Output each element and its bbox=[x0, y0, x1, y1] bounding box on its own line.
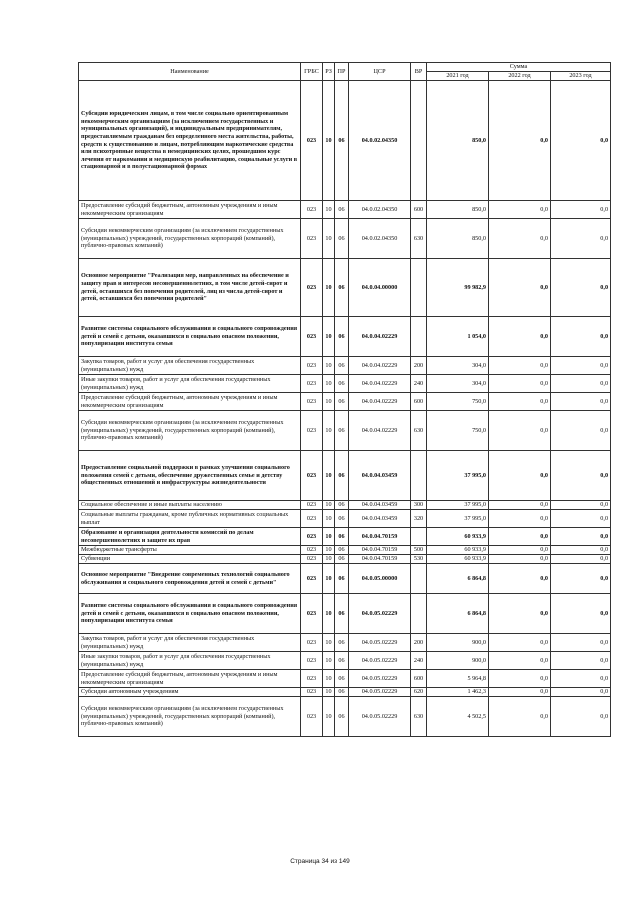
row-vr-cell bbox=[411, 81, 427, 201]
row-rz-cell: 10 bbox=[323, 375, 335, 393]
row-2023-cell: 0,0 bbox=[551, 594, 611, 634]
row-2022-cell: 0,0 bbox=[489, 81, 551, 201]
row-2022-cell: 0,0 bbox=[489, 634, 551, 652]
row-2023-cell: 0,0 bbox=[551, 259, 611, 317]
row-grbs-cell: 023 bbox=[301, 652, 323, 670]
row-rz-cell: 10 bbox=[323, 81, 335, 201]
row-2022-cell: 0,0 bbox=[489, 451, 551, 501]
row-pr-cell: 06 bbox=[335, 317, 349, 357]
row-rz-cell: 10 bbox=[323, 594, 335, 634]
row-csr-cell: 04.0.04.03459 bbox=[349, 510, 411, 528]
row-2023-cell: 0,0 bbox=[551, 564, 611, 594]
header-rz: РЗ bbox=[323, 63, 335, 81]
row-2022-cell: 0,0 bbox=[489, 357, 551, 375]
row-grbs-cell: 023 bbox=[301, 546, 323, 555]
row-vr-cell: 200 bbox=[411, 357, 427, 375]
row-name-cell: Межбюджетные трансферты bbox=[79, 546, 301, 555]
row-vr-cell: 630 bbox=[411, 219, 427, 259]
header-year-2023: 2023 год bbox=[551, 72, 611, 81]
row-2023-cell: 0,0 bbox=[551, 546, 611, 555]
row-2022-cell: 0,0 bbox=[489, 528, 551, 546]
row-vr-cell bbox=[411, 317, 427, 357]
row-vr-cell: 240 bbox=[411, 652, 427, 670]
row-pr-cell: 06 bbox=[335, 357, 349, 375]
row-pr-cell: 06 bbox=[335, 201, 349, 219]
row-2023-cell: 0,0 bbox=[551, 501, 611, 510]
row-pr-cell: 06 bbox=[335, 594, 349, 634]
table-row bbox=[79, 697, 611, 737]
row-2021-cell: 5 964,8 bbox=[427, 670, 489, 688]
row-rz-cell: 10 bbox=[323, 259, 335, 317]
row-grbs-cell: 023 bbox=[301, 411, 323, 451]
row-grbs-cell: 023 bbox=[301, 501, 323, 510]
row-csr-cell: 04.0.04.70159 bbox=[349, 528, 411, 546]
row-2022-cell: 0,0 bbox=[489, 393, 551, 411]
row-rz-cell: 10 bbox=[323, 411, 335, 451]
row-grbs-cell: 023 bbox=[301, 528, 323, 546]
row-csr-cell: 04.0.04.02229 bbox=[349, 357, 411, 375]
row-2021-cell: 1 054,0 bbox=[427, 317, 489, 357]
table-row bbox=[79, 393, 611, 411]
row-2021-cell: 304,0 bbox=[427, 357, 489, 375]
row-2022-cell: 0,0 bbox=[489, 594, 551, 634]
row-grbs-cell: 023 bbox=[301, 451, 323, 501]
row-grbs-cell: 023 bbox=[301, 219, 323, 259]
row-2022-cell: 0,0 bbox=[489, 219, 551, 259]
row-pr-cell: 06 bbox=[335, 510, 349, 528]
row-csr-cell: 04.0.05.02229 bbox=[349, 634, 411, 652]
row-2021-cell: 900,0 bbox=[427, 634, 489, 652]
row-2023-cell: 0,0 bbox=[551, 81, 611, 201]
row-2022-cell: 0,0 bbox=[489, 564, 551, 594]
row-rz-cell: 10 bbox=[323, 528, 335, 546]
table-row bbox=[79, 652, 611, 670]
row-2023-cell: 0,0 bbox=[551, 451, 611, 501]
table-row bbox=[79, 259, 611, 317]
row-name-cell: Закупка товаров, работ и услуг для обеспечения государственных (муниципальных) нужд bbox=[79, 357, 301, 375]
row-csr-cell: 04.0.04.02229 bbox=[349, 375, 411, 393]
row-pr-cell: 06 bbox=[335, 555, 349, 564]
row-grbs-cell: 023 bbox=[301, 594, 323, 634]
row-2022-cell: 0,0 bbox=[489, 688, 551, 697]
row-2023-cell: 0,0 bbox=[551, 393, 611, 411]
row-2021-cell: 304,0 bbox=[427, 375, 489, 393]
row-rz-cell: 10 bbox=[323, 564, 335, 594]
row-pr-cell: 06 bbox=[335, 375, 349, 393]
row-name-cell: Субсидии некоммерческим организациям (за исключением государственных (муниципальных) учреждений, государственных корпораций (компаний), публично-правовых компаний) bbox=[79, 697, 301, 737]
row-2021-cell: 37 995,0 bbox=[427, 451, 489, 501]
row-2022-cell: 0,0 bbox=[489, 670, 551, 688]
row-2023-cell: 0,0 bbox=[551, 510, 611, 528]
header-csr: ЦСР bbox=[349, 63, 411, 81]
row-rz-cell: 10 bbox=[323, 357, 335, 375]
table-row bbox=[79, 510, 611, 528]
row-pr-cell: 06 bbox=[335, 451, 349, 501]
row-name-cell: Развитие системы социального обслуживания и социального сопровождения детей и семей с детьми, оказавшихся в социально опасном положении, популяризации института семьи bbox=[79, 594, 301, 634]
row-csr-cell: 04.0.05.02229 bbox=[349, 670, 411, 688]
header-year-2021: 2021 год bbox=[427, 72, 489, 81]
row-pr-cell: 06 bbox=[335, 501, 349, 510]
row-grbs-cell: 023 bbox=[301, 564, 323, 594]
row-grbs-cell: 023 bbox=[301, 393, 323, 411]
row-grbs-cell: 023 bbox=[301, 201, 323, 219]
row-2022-cell: 0,0 bbox=[489, 259, 551, 317]
row-2023-cell: 0,0 bbox=[551, 219, 611, 259]
row-vr-cell: 630 bbox=[411, 697, 427, 737]
table-row bbox=[79, 546, 611, 555]
table-row bbox=[79, 501, 611, 510]
row-csr-cell: 04.0.04.03459 bbox=[349, 451, 411, 501]
table-row bbox=[79, 375, 611, 393]
row-2023-cell: 0,0 bbox=[551, 528, 611, 546]
row-vr-cell: 630 bbox=[411, 411, 427, 451]
row-grbs-cell: 023 bbox=[301, 81, 323, 201]
table-row bbox=[79, 81, 611, 201]
row-vr-cell bbox=[411, 564, 427, 594]
row-name-cell: Предоставление субсидий бюджетным, автономным учреждениям и иным некоммерческим организациям bbox=[79, 670, 301, 688]
row-name-cell: Субвенции bbox=[79, 555, 301, 564]
row-2023-cell: 0,0 bbox=[551, 357, 611, 375]
row-name-cell: Предоставление субсидий бюджетным, автономным учреждениям и иным некоммерческим организациям bbox=[79, 201, 301, 219]
row-2021-cell: 99 982,9 bbox=[427, 259, 489, 317]
row-name-cell: Иные закупки товаров, работ и услуг для обеспечения государственных (муниципальных) нужд bbox=[79, 375, 301, 393]
row-2022-cell: 0,0 bbox=[489, 411, 551, 451]
row-2023-cell: 0,0 bbox=[551, 652, 611, 670]
row-2021-cell: 750,0 bbox=[427, 393, 489, 411]
table-row bbox=[79, 357, 611, 375]
row-pr-cell: 06 bbox=[335, 219, 349, 259]
row-pr-cell: 06 bbox=[335, 688, 349, 697]
row-2022-cell: 0,0 bbox=[489, 555, 551, 564]
row-csr-cell: 04.0.04.03459 bbox=[349, 501, 411, 510]
row-vr-cell: 200 bbox=[411, 634, 427, 652]
row-rz-cell: 10 bbox=[323, 317, 335, 357]
row-csr-cell: 04.0.04.00000 bbox=[349, 259, 411, 317]
row-rz-cell: 10 bbox=[323, 451, 335, 501]
row-2022-cell: 0,0 bbox=[489, 375, 551, 393]
row-pr-cell: 06 bbox=[335, 697, 349, 737]
row-csr-cell: 04.0.02.04350 bbox=[349, 201, 411, 219]
row-2021-cell: 850,0 bbox=[427, 81, 489, 201]
row-2022-cell: 0,0 bbox=[489, 510, 551, 528]
row-2021-cell: 37 995,0 bbox=[427, 501, 489, 510]
row-rz-cell: 10 bbox=[323, 510, 335, 528]
row-2021-cell: 750,0 bbox=[427, 411, 489, 451]
row-2023-cell: 0,0 bbox=[551, 688, 611, 697]
table-row bbox=[79, 451, 611, 501]
row-pr-cell: 06 bbox=[335, 652, 349, 670]
row-pr-cell: 06 bbox=[335, 634, 349, 652]
row-vr-cell: 320 bbox=[411, 510, 427, 528]
row-vr-cell bbox=[411, 451, 427, 501]
row-2021-cell: 60 933,9 bbox=[427, 528, 489, 546]
row-name-cell: Субсидии некоммерческим организациям (за исключением государственных (муниципальных) учреждений, государственных корпораций (компаний), публично-правовых компаний) bbox=[79, 411, 301, 451]
table-row bbox=[79, 564, 611, 594]
row-name-cell: Образование и организация деятельности комиссий по делам несовершеннолетних и защите их прав bbox=[79, 528, 301, 546]
row-2021-cell: 850,0 bbox=[427, 201, 489, 219]
row-2021-cell: 4 502,5 bbox=[427, 697, 489, 737]
row-2022-cell: 0,0 bbox=[489, 501, 551, 510]
row-name-cell: Субсидии автономным учреждениям bbox=[79, 688, 301, 697]
row-vr-cell: 600 bbox=[411, 670, 427, 688]
row-rz-cell: 10 bbox=[323, 393, 335, 411]
row-csr-cell: 04.0.02.04350 bbox=[349, 219, 411, 259]
row-csr-cell: 04.0.05.00000 bbox=[349, 564, 411, 594]
row-2023-cell: 0,0 bbox=[551, 317, 611, 357]
row-grbs-cell: 023 bbox=[301, 555, 323, 564]
row-csr-cell: 04.0.04.02229 bbox=[349, 393, 411, 411]
row-csr-cell: 04.0.04.02229 bbox=[349, 411, 411, 451]
row-2021-cell: 60 933,9 bbox=[427, 555, 489, 564]
row-name-cell: Социальные выплаты гражданам, кроме публичных нормативных социальных выплат bbox=[79, 510, 301, 528]
row-rz-cell: 10 bbox=[323, 201, 335, 219]
row-name-cell: Предоставление социальной поддержки в рамках улучшения социального положения семей с детьми, обеспечение дружественных семье и детству общественных отношений и инфраструктуры жизнедеятельности bbox=[79, 451, 301, 501]
header-sum: Сумма bbox=[427, 63, 611, 72]
header-vr: ВР bbox=[411, 63, 427, 81]
row-name-cell: Социальное обеспечение и иные выплаты населению bbox=[79, 501, 301, 510]
row-grbs-cell: 023 bbox=[301, 510, 323, 528]
row-2021-cell: 6 864,8 bbox=[427, 594, 489, 634]
table-row bbox=[79, 555, 611, 564]
table-row bbox=[79, 201, 611, 219]
row-name-cell: Иные закупки товаров, работ и услуг для обеспечения государственных (муниципальных) нужд bbox=[79, 652, 301, 670]
row-2023-cell: 0,0 bbox=[551, 411, 611, 451]
row-grbs-cell: 023 bbox=[301, 697, 323, 737]
header-name: Наименование bbox=[79, 63, 301, 81]
row-rz-cell: 10 bbox=[323, 652, 335, 670]
row-2021-cell: 850,0 bbox=[427, 219, 489, 259]
row-rz-cell: 10 bbox=[323, 546, 335, 555]
row-grbs-cell: 023 bbox=[301, 317, 323, 357]
table-row bbox=[79, 688, 611, 697]
row-csr-cell: 04.0.04.70159 bbox=[349, 546, 411, 555]
row-rz-cell: 10 bbox=[323, 501, 335, 510]
row-vr-cell bbox=[411, 259, 427, 317]
row-2022-cell: 0,0 bbox=[489, 652, 551, 670]
row-grbs-cell: 023 bbox=[301, 375, 323, 393]
row-2023-cell: 0,0 bbox=[551, 201, 611, 219]
row-pr-cell: 06 bbox=[335, 393, 349, 411]
budget-table bbox=[78, 62, 611, 737]
row-vr-cell: 600 bbox=[411, 201, 427, 219]
row-csr-cell: 04.0.02.04350 bbox=[349, 81, 411, 201]
row-grbs-cell: 023 bbox=[301, 259, 323, 317]
row-name-cell: Закупка товаров, работ и услуг для обеспечения государственных (муниципальных) нужд bbox=[79, 634, 301, 652]
page-number: Страница 34 из 149 bbox=[290, 858, 350, 865]
row-pr-cell: 06 bbox=[335, 81, 349, 201]
row-rz-cell: 10 bbox=[323, 688, 335, 697]
row-2022-cell: 0,0 bbox=[489, 317, 551, 357]
row-2022-cell: 0,0 bbox=[489, 697, 551, 737]
row-pr-cell: 06 bbox=[335, 564, 349, 594]
table-row bbox=[79, 528, 611, 546]
row-pr-cell: 06 bbox=[335, 546, 349, 555]
row-2021-cell: 6 864,8 bbox=[427, 564, 489, 594]
table-row bbox=[79, 219, 611, 259]
row-2023-cell: 0,0 bbox=[551, 697, 611, 737]
row-name-cell: Основное мероприятие "Внедрение современных технологий социального обслуживания и социального сопровождения детей и семей с детьми" bbox=[79, 564, 301, 594]
header-year-2022: 2022 год bbox=[489, 72, 551, 81]
row-vr-cell: 500 bbox=[411, 546, 427, 555]
table-row bbox=[79, 594, 611, 634]
row-pr-cell: 06 bbox=[335, 259, 349, 317]
row-rz-cell: 10 bbox=[323, 219, 335, 259]
row-2023-cell: 0,0 bbox=[551, 555, 611, 564]
row-csr-cell: 04.0.05.02229 bbox=[349, 594, 411, 634]
row-name-cell: Субсидии юридическим лицам, в том числе социально ориентированным некоммерческим организациям (за исключением государственных и муниципальных организаций), и индивидуальным предпринимателям, предоставляемым гражданам без определенного места жительства, работы, средств к существованию и лицам, потребляющим наркотические средства или психотропные вещества в немедицинских целях, прошедшим курс лечения от наркомании и медицинскую реабилитацию, социальные услуги в стационарной и в полустационарной формах bbox=[79, 81, 301, 201]
row-vr-cell: 240 bbox=[411, 375, 427, 393]
row-pr-cell: 06 bbox=[335, 670, 349, 688]
row-csr-cell: 04.0.04.70159 bbox=[349, 555, 411, 564]
row-csr-cell: 04.0.05.02229 bbox=[349, 652, 411, 670]
row-2023-cell: 0,0 bbox=[551, 670, 611, 688]
row-vr-cell: 620 bbox=[411, 688, 427, 697]
header-pr: ПР bbox=[335, 63, 349, 81]
table-row bbox=[79, 670, 611, 688]
row-2021-cell: 900,0 bbox=[427, 652, 489, 670]
row-grbs-cell: 023 bbox=[301, 634, 323, 652]
row-name-cell: Предоставление субсидий бюджетным, автономным учреждениям и иным некоммерческим организациям bbox=[79, 393, 301, 411]
row-2022-cell: 0,0 bbox=[489, 546, 551, 555]
row-vr-cell: 530 bbox=[411, 555, 427, 564]
row-2023-cell: 0,0 bbox=[551, 375, 611, 393]
row-rz-cell: 10 bbox=[323, 634, 335, 652]
row-pr-cell: 06 bbox=[335, 411, 349, 451]
row-2023-cell: 0,0 bbox=[551, 634, 611, 652]
row-name-cell: Развитие системы социального обслуживания и социального сопровождения детей и семей с детьми, оказавшихся в социально опасном положении, популяризации института семьи bbox=[79, 317, 301, 357]
row-vr-cell bbox=[411, 528, 427, 546]
header-grbs: ГРБС bbox=[301, 63, 323, 81]
row-pr-cell: 06 bbox=[335, 528, 349, 546]
row-grbs-cell: 023 bbox=[301, 688, 323, 697]
row-vr-cell: 600 bbox=[411, 393, 427, 411]
table-row bbox=[79, 634, 611, 652]
row-2021-cell: 37 995,0 bbox=[427, 510, 489, 528]
row-name-cell: Субсидии некоммерческим организациям (за исключением государственных (муниципальных) учреждений, государственных корпораций (компаний), публично-правовых компаний) bbox=[79, 219, 301, 259]
table-row bbox=[79, 411, 611, 451]
row-2021-cell: 60 933,9 bbox=[427, 546, 489, 555]
row-rz-cell: 10 bbox=[323, 555, 335, 564]
row-vr-cell bbox=[411, 594, 427, 634]
row-grbs-cell: 023 bbox=[301, 357, 323, 375]
row-csr-cell: 04.0.05.02229 bbox=[349, 697, 411, 737]
row-2022-cell: 0,0 bbox=[489, 201, 551, 219]
row-vr-cell: 300 bbox=[411, 501, 427, 510]
table-row bbox=[79, 317, 611, 357]
row-2021-cell: 1 462,3 bbox=[427, 688, 489, 697]
row-rz-cell: 10 bbox=[323, 670, 335, 688]
table-body bbox=[79, 81, 611, 737]
row-grbs-cell: 023 bbox=[301, 670, 323, 688]
row-csr-cell: 04.0.04.02229 bbox=[349, 317, 411, 357]
row-csr-cell: 04.0.05.02229 bbox=[349, 688, 411, 697]
row-name-cell: Основное мероприятие "Реализация мер, направленных на обеспечение и защиту прав и интересов несовершеннолетних, в том числе детей-сирот и детей, оставшихся без попечения родителей, лиц из числа детей-сирот и детей, оставшихся без попечения родителей" bbox=[79, 259, 301, 317]
row-rz-cell: 10 bbox=[323, 697, 335, 737]
